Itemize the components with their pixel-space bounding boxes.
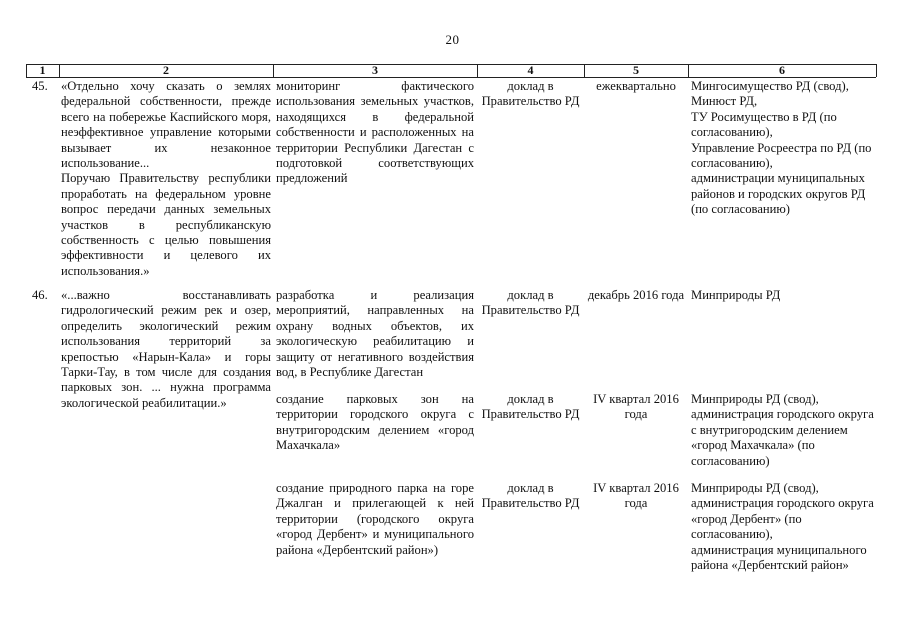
header-bottom-line <box>26 77 876 78</box>
reporting-form: доклад в Правительство РД <box>481 79 580 109</box>
action-text: создание природного парка на горе Джалган и прилегающей к ней территории (городского округа «город Дербент» и муниципального района «Дербентский район») <box>276 481 474 557</box>
reporting-form: доклад в Правительство РД <box>481 288 580 318</box>
responsible-parties: Минприроды РД (свод), администрация городского округа «город Дербент» (по согласованию), администрация муниципального района «Дербентский район» <box>691 481 874 573</box>
header-divider <box>876 64 877 77</box>
column-header-1: 1 <box>39 63 46 77</box>
column-header-5: 5 <box>633 63 639 77</box>
reporting-form: доклад в Правительство РД <box>481 481 580 511</box>
deadline: IV квартал 2016 года <box>593 481 679 511</box>
column-header-6: 6 <box>779 63 785 77</box>
page-number: 20 <box>445 32 460 47</box>
row-number: 45. <box>32 79 48 93</box>
column-header-2: 2 <box>163 63 169 77</box>
deadline: декабрь 2016 года <box>587 288 685 302</box>
deadline: IV квартал 2016 года <box>593 392 679 422</box>
responsible-parties: Мингосимущество РД (свод), Минюст РД, ТУ Росимущество в РД (по согласованию), Управление Росреестра по РД (по согласованию), администрации муниципальных районов и городских округов РД (по согласованию) <box>691 79 872 217</box>
address-quote: «Отдельно хочу сказать о землях федеральной собственности, прежде всего на побережье Каспийского моря, неэффективное управление которыми вызывает их незаконное использование... Поручаю Правительству республики проработать на федеральном уровне вопрос передачи данных земельных участков в республиканскую собственность с целью повышения эффективности и целевого их использования.» <box>61 79 271 278</box>
column-header-4: 4 <box>527 63 534 77</box>
column-header-3: 3 <box>372 63 378 77</box>
action-text: мониторинг фактического использования земельных участков, находящихся в федеральной собственности и расположенных на территории Республики Дагестан с подготовкой соответствующих предложений <box>276 79 474 186</box>
action-text: разработка и реализация мероприятий, направленных на охрану водных объектов, их экологическую реабилитацию и защиту от негативного воздействия вод, в Республике Дагестан <box>276 288 474 380</box>
address-quote: «...важно восстанавливать гидрологический режим рек и озер, определить экологический режим использования территорий за крепостью «Нарын-Кала» и горы Тарки-Тау, в том числе для создания парковых зон. ... нужна программа экологической реабилитации.» <box>61 288 271 410</box>
action-text: создание парковых зон на территории городского округа с внутригородским делением «город Махачкала» <box>276 392 474 453</box>
row-number: 46. <box>32 288 48 302</box>
responsible-parties: Минприроды РД (свод), администрация городского округа с внутригородским делением «город Махачкала» (по согласованию) <box>691 392 874 468</box>
deadline: ежеквартально <box>596 79 676 93</box>
responsible-parties: Минприроды РД <box>691 288 781 302</box>
reporting-form: доклад в Правительство РД <box>481 392 580 422</box>
